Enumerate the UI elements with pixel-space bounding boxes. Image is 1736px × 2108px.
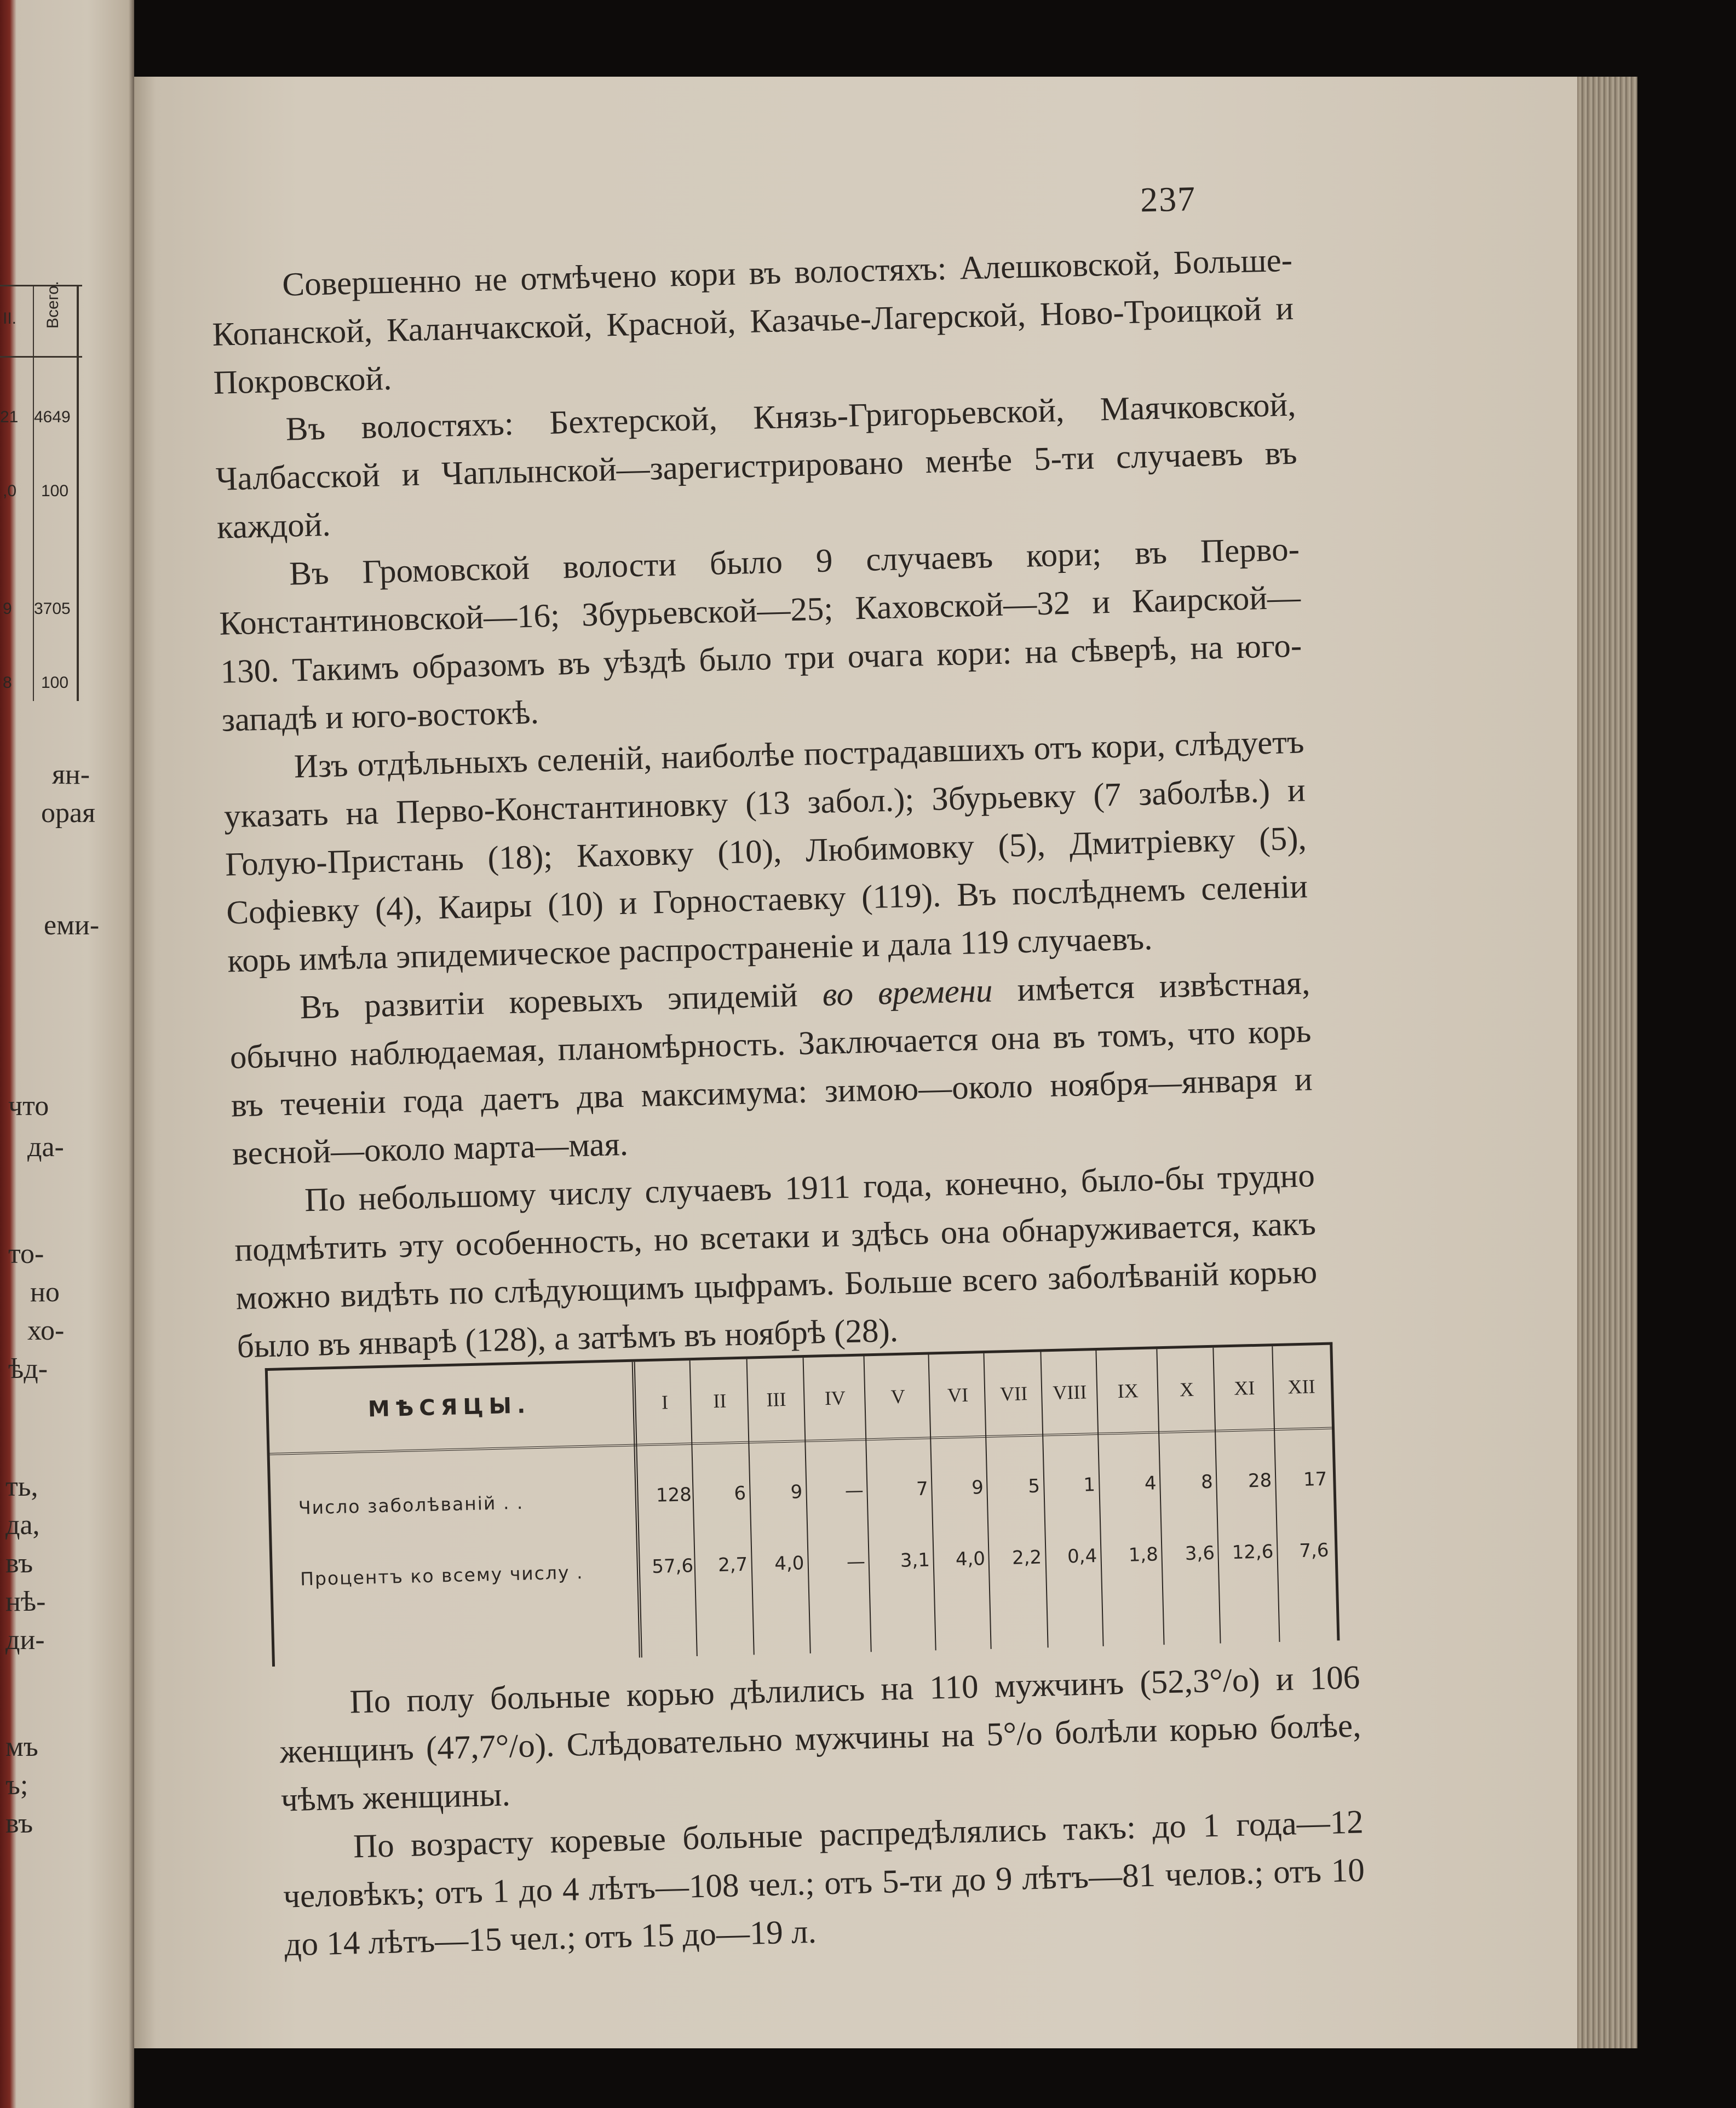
month-header: III — [766, 1388, 786, 1411]
cases-cell: 6 — [733, 1482, 746, 1505]
row-label-cases: Число заболѣваній . . — [298, 1491, 524, 1519]
cases-cell: 28 — [1248, 1469, 1272, 1492]
month-header: V — [890, 1385, 906, 1408]
month-header: IX — [1117, 1380, 1139, 1403]
cases-cell: 5 — [1027, 1475, 1041, 1498]
paragraph: Изъ отдѣльныхъ селеній, наиболѣе пострадавшихъ отъ кори, слѣдуетъ указать на Перво-Константиновку (13 забол.); Збурьевку (7 заболѣв.) и Голую-Пристань (18); Каховку (10), Любимовку (5), Дмитріевку (5), Софіевку (4), Каиры (10) и Горностаевку (119). Въ послѣднемъ селеніи корь имѣла эпидемическое распространеніе и дала 119 случаевъ. — [223, 723, 1308, 980]
left-text-fragment: въ — [5, 1808, 33, 1839]
left-table-cell: 100 — [41, 674, 69, 692]
month-column — [1040, 1351, 1103, 1647]
left-table-divider — [33, 285, 34, 701]
month-column — [1213, 1346, 1280, 1644]
month-column — [984, 1352, 1048, 1649]
percent-cell: — — [846, 1550, 866, 1573]
month-header: XII — [1287, 1375, 1316, 1398]
paragraph-text: Въ развитіи коревыхъ эпидемій — [299, 977, 823, 1026]
page-number: 237 — [1140, 179, 1197, 220]
paragraph: Въ Громовской волости было 9 случаевъ кори; въ Перво-Константиновской—16; Збурьевской—25; Каховской—32 и Каирской—130. Такимъ образомъ въ уѣздѣ было три очага кори: на сѣверѣ, на юго-западѣ и юго-востокѣ. — [219, 531, 1302, 739]
left-table-cell: 4649 — [34, 408, 71, 426]
cases-cell: 9 — [971, 1477, 984, 1499]
month-header: IV — [824, 1387, 846, 1410]
cases-cell: — — [844, 1479, 864, 1502]
month-column — [864, 1354, 936, 1652]
month-column — [632, 1360, 700, 1658]
left-table-cell: 100 — [41, 482, 69, 500]
cases-cell: 9 — [790, 1481, 803, 1503]
percent-cell: 1,8 — [1128, 1543, 1159, 1566]
percent-cell: 2,7 — [717, 1553, 748, 1577]
left-text-fragment: еми- — [44, 910, 100, 941]
percent-cell: 57,6 — [651, 1555, 694, 1578]
left-text-fragment: да- — [27, 1131, 64, 1163]
left-text-fragment: ъ; — [5, 1770, 28, 1801]
left-table-header-rule — [0, 356, 82, 358]
page-stack-edges — [1577, 77, 1637, 2048]
month-header: VI — [947, 1383, 969, 1406]
month-column — [746, 1358, 810, 1655]
left-text-fragment: орая — [41, 797, 95, 829]
month-column — [1095, 1349, 1165, 1646]
paragraph-text: имѣется извѣстная, обычно наблюдаемая, планомѣрность. Заключается она въ томъ, что корь въ теченіи года даетъ два максимума: зимою—около ноября—января и весной—около марта—мая. — [229, 964, 1313, 1173]
table-header-label: МѢСЯЦЫ. — [367, 1393, 531, 1422]
left-text-fragment: нѣ- — [5, 1586, 46, 1617]
percent-cell: 12,6 — [1232, 1541, 1274, 1564]
percent-cell: 4,0 — [774, 1552, 804, 1575]
left-text-fragment: ян- — [52, 759, 90, 790]
row-label-percent: Процентъ ко всему числу . — [300, 1561, 584, 1590]
month-header: I — [661, 1391, 669, 1414]
left-table-cell: 9 — [3, 600, 12, 618]
cases-cell: 1 — [1083, 1474, 1096, 1496]
left-text-fragment: въ — [5, 1548, 33, 1579]
cases-cell: 4 — [1144, 1472, 1157, 1495]
left-table-top-rule — [0, 285, 82, 286]
month-column — [1272, 1345, 1335, 1642]
percent-cell: 7,6 — [1298, 1539, 1329, 1563]
cases-cell: 7 — [916, 1478, 929, 1501]
left-table-header: ІІ. — [3, 309, 17, 328]
cases-cell: 8 — [1200, 1471, 1214, 1494]
left-table-header: Всего. — [44, 281, 62, 329]
month-header: II — [712, 1389, 727, 1412]
month-header: VIII — [1052, 1381, 1087, 1404]
text-block-lower — [278, 1653, 1366, 1969]
monthly-cases-table — [265, 1342, 1340, 1666]
text-block-upper — [210, 237, 1319, 1371]
percent-cell: 3,1 — [900, 1549, 930, 1572]
left-text-fragment: то- — [8, 1238, 44, 1270]
cases-cell: 17 — [1303, 1468, 1327, 1491]
emphasis-text: во времени — [821, 972, 993, 1014]
month-column — [802, 1356, 872, 1653]
month-header: XI — [1233, 1376, 1255, 1399]
left-page-edge — [0, 0, 134, 2108]
paragraph: По возрасту коревые больные распредѣлялись такъ: до 1 года—12 человѣкъ; отъ 1 до 4 лѣтъ—108 чел.; отъ 5-ти до 9 лѣтъ—81 челов.; отъ 10 до 14 лѣтъ—15 чел.; отъ 15 до—19 л. — [283, 1803, 1365, 1963]
month-header: X — [1179, 1378, 1194, 1401]
left-table-cell: 21 — [0, 408, 19, 426]
percent-cell: 3,6 — [1185, 1542, 1215, 1565]
left-table-right-rule — [77, 285, 79, 701]
cases-cell: 128 — [656, 1484, 692, 1507]
paragraph: Совершенно не отмѣчено кори въ волостяхъ: Алешковской, Больше-Копанской, Каланчакской, Красной, Казачье-Лагерской, Ново-Троицкой и Покровской. — [211, 242, 1294, 401]
left-table-cell: 3705 — [34, 600, 71, 618]
left-table-cell: 8 — [3, 674, 12, 692]
percent-cell: 0,4 — [1067, 1545, 1097, 1568]
percent-cell: 2,2 — [1011, 1546, 1042, 1569]
left-text-fragment: но — [30, 1277, 60, 1308]
month-column — [928, 1353, 992, 1650]
left-text-fragment: ди- — [5, 1624, 45, 1656]
paragraph: По небольшому числу случаевъ 1911 года, конечно, было-бы трудно подмѣтить эту особенность, но всетаки и здѣсь она обнаруживается, какъ можно видѣть по слѣдующимъ цыфрамъ. Больше всего заболѣваній корью было въ январѣ (128), а затѣмъ въ ноябрѣ (28). — [234, 1157, 1318, 1365]
left-text-fragment: да, — [5, 1509, 40, 1541]
left-text-fragment: ѣд- — [8, 1353, 48, 1385]
month-header: VII — [999, 1382, 1028, 1405]
month-column — [689, 1359, 754, 1656]
paragraph: Въ волостяхъ: Бехтерской, Князь-Григорьевской, Маячковской, Чалбасской и Чаплынской—зарегистрировано менѣе 5-ти случаевъ въ каждой. — [215, 386, 1298, 546]
paragraph: По полу больные корью дѣлились на 110 мужчинъ (52,3°/o) и 106 женщинъ (47,7°/o). Слѣдовательно мужчины на 5°/o болѣли корью болѣе, чѣмъ женщины. — [279, 1659, 1362, 1819]
left-table-cell: ,0 — [3, 482, 17, 500]
left-text-fragment: что — [8, 1090, 49, 1122]
left-text-fragment: ть, — [5, 1471, 38, 1502]
left-text-fragment: хо- — [27, 1315, 65, 1346]
left-text-fragment: мъ — [5, 1731, 38, 1762]
percent-cell: 4,0 — [955, 1548, 986, 1571]
month-column — [1157, 1348, 1221, 1645]
paragraph — [228, 959, 1314, 1178]
